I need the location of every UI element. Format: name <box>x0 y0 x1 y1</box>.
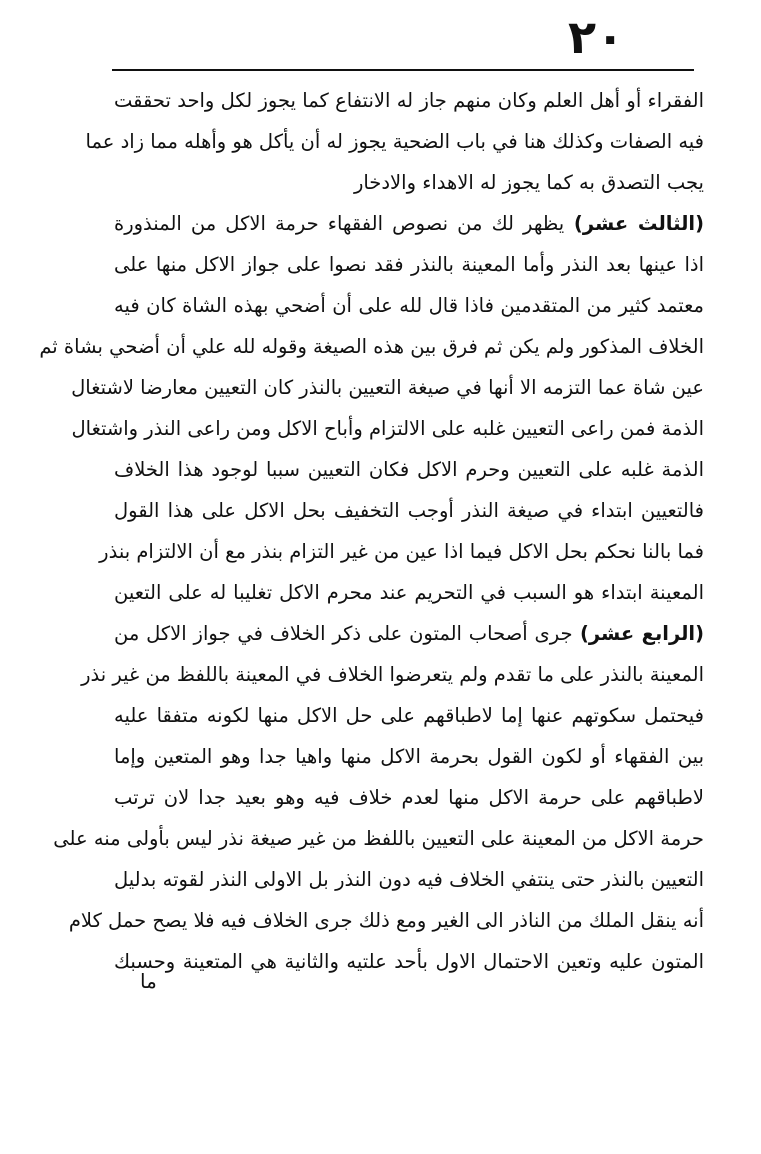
line-text: حرمة الاكل من المعينة على التعيين باللفظ من غير صيغة نذر ليس بأولى منه على <box>53 827 704 850</box>
line-text: أنه ينقل الملك من الناذر الى الغير ومع ذلك جرى الخلاف فيه فلا يصح حمل كلام <box>68 909 704 932</box>
header-rule <box>112 69 694 71</box>
text-line <box>114 244 704 285</box>
text-line <box>114 695 704 736</box>
text-line <box>114 736 704 777</box>
text-line <box>114 859 704 900</box>
line-text: الذمة فمن راعى التعيين غلبه على الالتزام وأباح الاكل ومن راعى النذر واشتغال <box>71 417 704 440</box>
text-line <box>53 818 704 859</box>
text-line <box>114 613 704 654</box>
line-text: التعيين بالنذر حتى ينتفي الخلاف فيه دون النذر بل الاولى النذر لقوته بدليل <box>114 868 704 891</box>
line-text: معتمد كثير من المتقدمين فاذا قال لله على أن أضحي بهذه الشاة كان فيه <box>114 294 704 317</box>
text-line <box>81 654 704 695</box>
line-text: المعينة ابتداء هو السبب في التحريم عند محرم الاكل تغليبا له على التعين <box>114 581 704 604</box>
text-line <box>114 572 704 613</box>
text-line <box>68 900 704 941</box>
text-line <box>114 162 704 203</box>
text-line <box>114 490 704 531</box>
line-text: المتون عليه وتعين الاحتمال الاول بأحد علتيه والثانية هي المتعينة وحسبك <box>114 950 704 973</box>
catchword: ما <box>140 969 157 993</box>
body-text <box>39 80 704 982</box>
line-text: جرى أصحاب المتون على ذكر الخلاف في جواز الاكل من <box>114 622 573 645</box>
text-line <box>114 285 704 326</box>
line-text: الذمة غلبه على التعيين وحرم الاكل فكان التعيين سببا لوجود هذا الخلاف <box>114 458 704 481</box>
line-text: الفقراء أو أهل العلم وكان منهم جاز له الانتفاع كما يجوز لكل واحد تحققت <box>114 89 704 112</box>
line-text: اذا عينها بعد النذر وأما المعينة بالنذر فقد نصوا على جواز الاكل منها على <box>114 253 704 276</box>
text-line <box>85 121 704 162</box>
line-text: عين شاة عما التزمه الا أنها في صيغة التعيين بالنذر كان التعيين معارضا لاشتغال <box>71 376 704 399</box>
text-line <box>114 941 704 982</box>
text-line <box>114 449 704 490</box>
text-line <box>71 367 704 408</box>
line-text: فيحتمل سكوتهم عنها إما لاطباقهم على حل الاكل منها لكونه متفقا عليه <box>114 704 704 727</box>
line-text: يظهر لك من نصوص الفقهاء حرمة الاكل من المنذورة <box>114 212 565 235</box>
section-heading: (الرابع عشر) <box>572 622 704 645</box>
line-text: بين الفقهاء أو لكون القول بحرمة الاكل منها واهيا جدا وهو المتعين وإما <box>114 745 704 768</box>
line-text: فيه الصفات وكذلك هنا في باب الضحية يجوز له أن يأكل هو وأهله مما زاد عما <box>85 130 704 153</box>
text-line <box>99 531 704 572</box>
line-text: المعينة بالنذر على ما تقدم ولم يتعرضوا الخلاف في المعينة باللفظ من غير نذر <box>81 663 704 686</box>
line-text: يجب التصدق به كما يجوز له الاهداء والادخار <box>353 171 704 194</box>
text-line <box>114 80 704 121</box>
page-number: ٢٠ <box>568 10 625 64</box>
line-text: فالتعيين ابتداء في صيغة النذر أوجب التخفيف بحل الاكل على هذا القول <box>114 499 704 522</box>
section-heading: (الثالث عشر) <box>564 212 704 235</box>
text-line <box>71 408 704 449</box>
text-line <box>114 203 704 244</box>
line-text: لاطباقهم على حرمة الاكل منها لعدم خلاف فيه وهو بعيد جدا لان ترتب <box>114 786 704 809</box>
text-line <box>114 777 704 818</box>
line-text: الخلاف المذكور ولم يكن ثم فرق بين هذه الصيغة وقوله لله علي أن أضحي بشاة ثم <box>39 335 704 358</box>
line-text: فما بالنا نحكم بحل الاكل فيما اذا عين من غير التزام بنذر مع أن الالتزام بنذر <box>99 540 704 563</box>
text-line <box>39 326 704 367</box>
